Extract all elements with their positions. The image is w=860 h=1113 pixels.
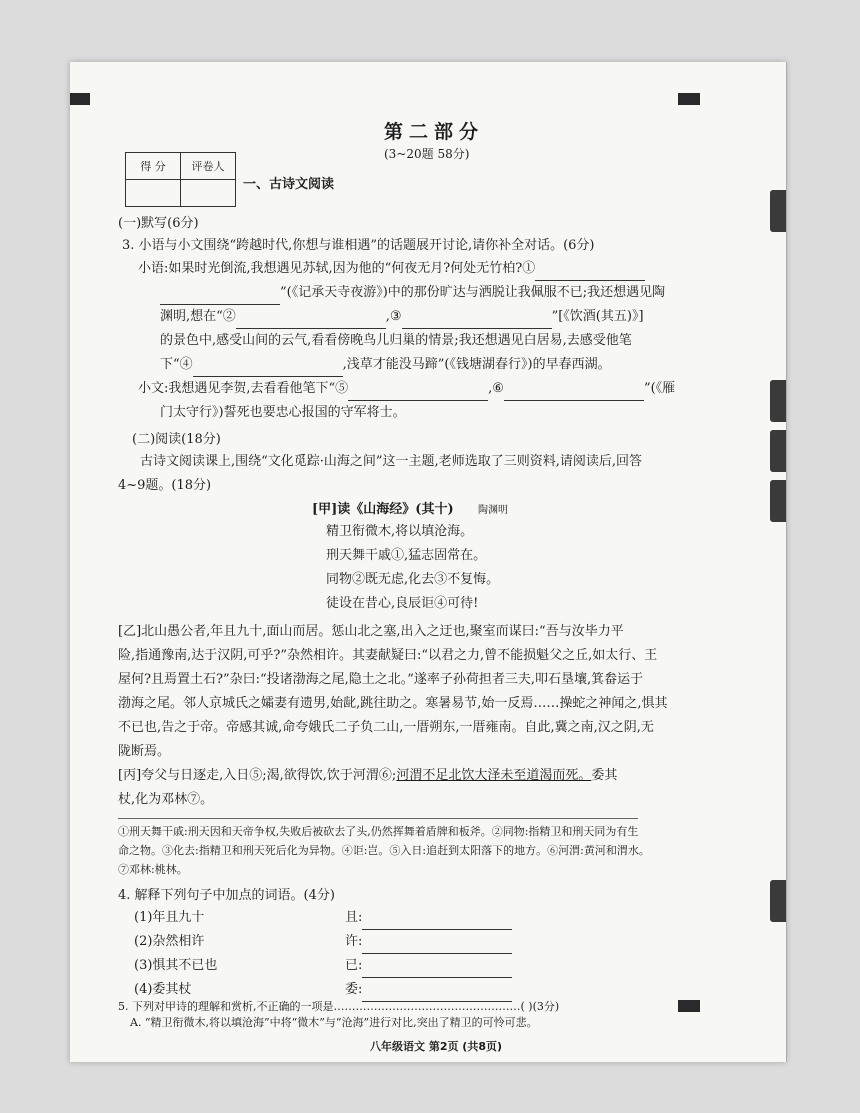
- registration-mark: [70, 93, 90, 105]
- q3-line: [160, 281, 665, 305]
- page-subtitle: (3~20题 58分): [384, 147, 470, 161]
- q4-word: [345, 930, 512, 954]
- q4-word-label: 已:: [345, 958, 363, 973]
- note-line: 命之物。③化去:指精卫和刑天死后化为异物。④讵:岂。⑤入日:追赶到太阳落下的地方。⑥河渭:黄河和渭水。: [118, 844, 650, 857]
- q4-word-label: 委:: [345, 982, 363, 997]
- q3-text: 小语:如果时光倒流,我想遇见苏轼,因为他的“何夜无月?何处无竹柏?①: [138, 261, 536, 276]
- q3-line: [138, 377, 675, 401]
- q4-word-label: 且:: [345, 910, 363, 925]
- q4-item: (2)杂然相许: [134, 934, 205, 949]
- answer-blank-4[interactable]: [193, 358, 343, 377]
- q3-line: 门太守行》)誓死也要忠心报国的守军将士。: [160, 405, 406, 420]
- q4-item: (3)惧其不已也: [134, 958, 218, 973]
- answer-blank-2[interactable]: [236, 310, 386, 329]
- q4-word-label: 许:: [345, 934, 363, 949]
- q3-line: 的景色中,感受山间的云气,看看傍晚鸟儿归巢的情景;我还想遇见白居易,去感受他笔: [160, 333, 632, 348]
- q3-text: ,③: [385, 309, 402, 324]
- passage-yi-line: 陇断焉。: [118, 744, 171, 759]
- poem-author: 陶渊明: [478, 505, 508, 516]
- q5-intro: 5. 下列对甲诗的理解和赏析,不正确的一项是……………………………………………( )(3分): [118, 1000, 560, 1013]
- q3-line: [160, 353, 611, 377]
- q3-text: 下“④: [160, 357, 193, 372]
- grader-cell[interactable]: [181, 180, 236, 207]
- q3-text: ”[《饮酒(其五)》]: [551, 309, 644, 324]
- answer-blank-5[interactable]: [348, 382, 488, 401]
- scan-tab-mark: [770, 380, 786, 422]
- poem-line: 徒设在昔心,良辰讵④可待!: [326, 596, 479, 611]
- poem-line: 同物②既无虑,化去③不复悔。: [326, 572, 500, 587]
- q4-item: (4)委其杖: [134, 982, 192, 997]
- score-table: [125, 152, 236, 207]
- q4-word: [345, 906, 512, 930]
- page-footer: 八年级语文 第2页 (共8页): [370, 1040, 503, 1053]
- scan-edge: [786, 62, 787, 1062]
- score-cell[interactable]: [126, 180, 181, 207]
- passage-yi-line: [乙]北山愚公者,年且九十,面山而居。惩山北之塞,出入之迂也,聚室而谋曰:“吾与汝毕力平: [118, 624, 624, 639]
- q4-word: [345, 954, 512, 978]
- underlined-sentence: 河渭不足北饮大泽未至道渴而死。: [396, 768, 592, 783]
- scan-tab-mark: [770, 430, 786, 472]
- answer-blank-q4-2[interactable]: [362, 935, 512, 954]
- grader-header: 评卷人: [181, 153, 236, 180]
- notes-divider: [118, 818, 638, 819]
- passage-yi-line: 不已也,告之于帝。帝感其诚,命夸娥氏二子负二山,一厝朔东,一厝雍南。自此,冀之南,汉之阴,无: [118, 720, 654, 735]
- part1-heading: (一)默写(6分): [118, 216, 199, 231]
- note-line: ①刑天舞干戚:刑天因和天帝争权,失败后被砍去了头,仍然挥舞着盾牌和板斧。②同物:指精卫和刑天同为有生: [118, 825, 639, 838]
- q3-text: ”(《雁: [643, 381, 676, 396]
- passage-bing-text: 委其: [591, 768, 618, 783]
- answer-blank-q4-3[interactable]: [362, 959, 512, 978]
- answer-blank-3[interactable]: [402, 310, 552, 329]
- q3-line: [138, 257, 645, 281]
- q4-item: (1)年且九十: [134, 910, 205, 925]
- passage-bing-text: [丙]夸父与日逐走,入日⑤;渴,欲得饮,饮于河渭⑥;: [118, 768, 397, 783]
- poem-line: 精卫衔微木,将以填沧海。: [326, 524, 474, 539]
- q3-line: [160, 305, 644, 329]
- q4-intro: 4. 解释下列句子中加点的词语。(4分): [118, 888, 335, 903]
- q4-word: [345, 978, 512, 1002]
- q3-intro: 3. 小语与小文围绕“跨越时代,你想与谁相遇”的话题展开讨论,请你补全对话。(6分): [122, 238, 595, 253]
- scan-tab-mark: [770, 190, 786, 232]
- q3-text: 小文:我想遇见李贺,去看看他笔下“⑤: [138, 381, 349, 396]
- note-line: ⑦邓林:桃林。: [118, 863, 188, 876]
- q3-text: 渊明,想在“②: [160, 309, 236, 324]
- poem-line: 刑天舞干戚①,猛志固常在。: [326, 548, 487, 563]
- answer-blank-1[interactable]: [535, 262, 645, 281]
- reading-intro: 4~9题。(18分): [118, 478, 212, 493]
- q5-option-a[interactable]: A. “精卫衔微木,将以填沧海”中将“微木”与“沧海”进行对比,突出了精卫的可怜可悲。: [130, 1016, 538, 1029]
- passage-yi-line: 渤海之尾。邻人京城氏之孀妻有遗男,始龀,跳往助之。寒暑易节,始一反焉……操蛇之神闻之,惧其: [118, 696, 668, 711]
- part2-heading: (二)阅读(18分): [132, 432, 221, 447]
- scan-tab-mark: [770, 480, 786, 522]
- registration-mark: [678, 1000, 700, 1012]
- answer-blank-6[interactable]: [504, 382, 644, 401]
- passage-yi-line: 险,指通豫南,达于汉阴,可乎?”杂然相许。其妻献疑曰:“以君之力,曾不能损魁父之丘,如太行、王: [118, 648, 658, 663]
- registration-mark: [678, 93, 700, 105]
- passage-bing-line: [118, 764, 617, 788]
- score-header: 得 分: [126, 153, 181, 180]
- answer-blank-1b[interactable]: [160, 286, 280, 305]
- answer-blank-q4-1[interactable]: [362, 911, 512, 930]
- scan-tab-mark: [770, 880, 786, 922]
- page-title: 第二部分: [384, 121, 485, 143]
- section-title: 一、古诗文阅读: [243, 177, 335, 192]
- q3-text: ,⑥: [488, 381, 504, 396]
- reading-intro: 古诗文阅读课上,围绕“文化觅踪·山海之间”这一主题,老师选取了三则资料,请阅读后,回答: [140, 454, 642, 469]
- poem-title: [甲]读《山海经》(其十): [312, 502, 454, 517]
- q3-text: ,浅草才能没马蹄”(《钱塘湖春行》)的早春西湖。: [342, 357, 611, 372]
- q3-text: ”(《记承天寺夜游》)中的那份旷达与洒脱让我佩服不已;我还想遇见陶: [280, 285, 666, 300]
- passage-yi-line: 屋何?且焉置土石?”杂曰:“投诸渤海之尾,隐土之北。”遂率子孙荷担者三夫,叩石垦壤,箕畚运于: [118, 672, 644, 687]
- passage-bing-line: 杖,化为邓林⑦。: [118, 792, 214, 807]
